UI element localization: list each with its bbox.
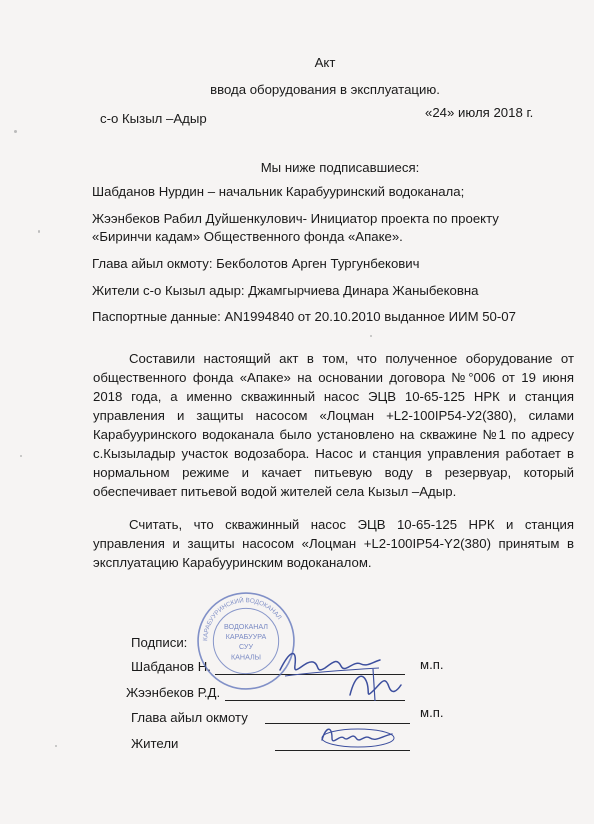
signature-label: Жээнбеков Р.Д. — [126, 685, 221, 700]
body-paragraph-1 — [93, 349, 574, 501]
body-paragraph-2-text: Считать, что скважинный насос ЭЦВ 10-65-125 НРК и станция управления и защиты насосом «Лоцман +L2-100IP54-Y2(380) принятым в эксплуатацию Карабууринским водоканалом. — [93, 517, 574, 570]
signature-label: Шабданов Н. — [131, 659, 211, 674]
body-paragraph-1-text: Составили настоящий акт в том, что полученное оборудование от общественного фонда «Апаке» на основании договора №°006 от 19 июня 2018 года, а именно скважинный насос ЭЦВ 10-65-125 НРК и станция управления и защиты насосом «Лоцман +L2-100IP54-У2(380), силами Карабууринского водоканала было установлено на скважине №1 по адресу с.Кызыладыр участок водозабора. Насос и станция управления работает в нормальном режиме и качает питьевую воду в резервуар, который обеспечивает питьевой водой жителей села Кызыл –Адыр. — [93, 351, 574, 499]
signature-label: Глава айыл окмоту — [131, 710, 248, 725]
doc-subtitle: ввода оборудования в эксплуатацию. — [210, 82, 440, 97]
signature-label: Жители — [131, 736, 179, 751]
stamp-text: ВОДОКАНАЛ — [224, 622, 268, 631]
signature-zheenbekov — [345, 665, 405, 705]
scan-speck — [55, 745, 57, 747]
passport-line: Паспортные данные: AN1994840 от 20.10.2010 выданное ИИМ 50-07 — [92, 309, 516, 324]
person-line: Глава айыл окмоту: Бекболотов Арген Тургунбекович — [92, 256, 420, 271]
signatures-heading: Подписи: — [131, 635, 188, 650]
seal-mark: м.п. — [420, 705, 444, 720]
scan-speck — [38, 230, 40, 233]
stamp-text: КАНАЛЫ — [231, 653, 261, 662]
person-line: Шабданов Нурдин – начальник Карабууринский водоканала; — [92, 184, 465, 199]
person-line: Жээнбеков Рабил Дуйшенкулович- Инициатор проекта по проекту — [92, 211, 499, 226]
stamp-ring-text: КАРАБУУРИНСКИЙ ВОДОКАНАЛ — [202, 597, 283, 642]
stamp-text: КАРАБУУРА — [225, 632, 267, 641]
signature-resident — [318, 720, 398, 752]
scan-speck — [20, 455, 22, 457]
scan-speck — [14, 130, 17, 133]
body-paragraph-2 — [93, 515, 574, 572]
doc-title: Акт — [314, 55, 336, 70]
seal-mark: м.п. — [420, 657, 444, 672]
person-line: «Биринчи кадам» Общественного фонда «Апаке». — [92, 229, 403, 244]
doc-date: «24» июля 2018 г. — [425, 105, 534, 120]
intro-line: Мы ниже подписавшиеся: — [260, 160, 420, 175]
doc-place: с-о Кызыл –Адыр — [100, 111, 207, 126]
person-line: Жители с-о Кызыл адыр: Джамгырчиева Динара Жаныбековна — [92, 283, 479, 298]
stamp-text: СУУ — [239, 643, 253, 652]
scan-speck — [370, 335, 372, 337]
